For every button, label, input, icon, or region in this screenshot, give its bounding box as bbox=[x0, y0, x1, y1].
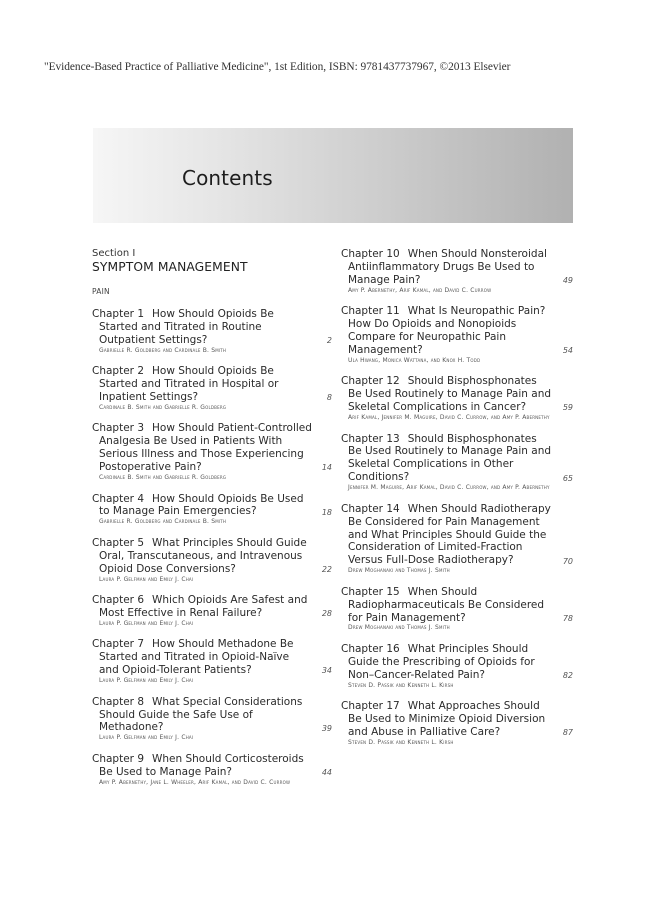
chapter-heading: What Principles Should Guide Oral, Transcutaneous, and Intravenous Opioid Dose Conversions? bbox=[99, 536, 307, 575]
page-number: 39 bbox=[321, 723, 332, 733]
page-number: 8 bbox=[326, 393, 332, 403]
page-number: 44 bbox=[321, 767, 332, 777]
chapter-heading: How Should Opioids Be Started and Titrated in Routine Outpatient Settings? bbox=[99, 308, 274, 346]
chapter-title bbox=[341, 586, 573, 625]
chapter-authors: Amy P. Abernethy, Arif Kamal, and David C. Currow bbox=[348, 286, 492, 294]
page-number: 87 bbox=[562, 728, 573, 738]
chapter-number: Chapter 5 bbox=[92, 536, 144, 549]
toc-entry[interactable] bbox=[92, 638, 332, 685]
toc-left-column bbox=[92, 248, 332, 797]
page-number: 34 bbox=[321, 666, 332, 676]
chapter-authors: Drew Moghanaki and Thomas J. Smith bbox=[348, 567, 450, 575]
chapter-title bbox=[341, 375, 573, 414]
chapter-title bbox=[341, 433, 573, 485]
toc-entry[interactable] bbox=[341, 643, 573, 690]
chapter-heading: When Should Radiopharmaceuticals Be Considered for Pain Management? bbox=[348, 585, 545, 624]
page-number: 14 bbox=[321, 463, 332, 473]
chapter-heading: What Principles Should Guide the Prescribing of Opioids for Non–Cancer-Related Pain? bbox=[348, 642, 535, 681]
chapter-authors: Cardinale B. Smith and Gabrielle R. Goldberg bbox=[99, 474, 227, 482]
chapter-authors: Amy P. Abernethy, Jane L. Wheeler, Arif Kamal, and David C. Currow bbox=[99, 778, 291, 786]
chapter-authors: Steven D. Passik and Kenneth L. Kirsh bbox=[348, 681, 454, 689]
chapter-authors: Drew Moghanaki and Thomas J. Smith bbox=[348, 624, 450, 632]
subsection-heading: PAIN bbox=[92, 287, 110, 296]
chapter-number: Chapter 12 bbox=[341, 375, 400, 388]
page-number: 78 bbox=[562, 613, 573, 623]
chapter-number: Chapter 16 bbox=[341, 642, 400, 655]
toc-entry[interactable] bbox=[92, 537, 332, 584]
chapter-heading: How Should Patient-Controlled Analgesia Be Used in Patients With Serious Illness and Those Experiencing Postoperative Pain? bbox=[99, 422, 312, 474]
chapter-number: Chapter 13 bbox=[341, 432, 400, 445]
chapter-heading: How Should Opioids Be Started and Titrated in Hospital or Inpatient Settings? bbox=[99, 365, 279, 404]
chapter-number: Chapter 7 bbox=[92, 638, 144, 651]
chapter-number: Chapter 8 bbox=[92, 695, 144, 708]
toc-entry[interactable] bbox=[341, 248, 573, 295]
chapter-authors: Laura P. Gelfman and Emily J. Chai bbox=[99, 575, 194, 583]
chapter-number: Chapter 6 bbox=[92, 594, 144, 607]
chapter-heading: Should Bisphosphonates Be Used Routinely to Manage Pain and Skeletal Complications in Other Conditions? bbox=[348, 432, 552, 484]
page-title: Contents bbox=[182, 166, 273, 190]
chapter-number: Chapter 2 bbox=[92, 365, 144, 378]
toc-entry[interactable] bbox=[92, 696, 332, 743]
chapter-title bbox=[92, 537, 332, 576]
page-number: 2 bbox=[326, 336, 332, 345]
page-number: 28 bbox=[321, 609, 332, 619]
chapter-authors: Cardinale B. Smith and Gabrielle R. Goldberg bbox=[99, 403, 227, 411]
page-number: 18 bbox=[321, 507, 332, 517]
chapter-title bbox=[92, 308, 332, 347]
chapter-title bbox=[341, 643, 573, 682]
chapter-title bbox=[92, 753, 332, 779]
chapter-authors: Ula Hwang, Monica Wattana, and Knox H. Todd bbox=[348, 356, 481, 364]
page-number: 70 bbox=[562, 556, 573, 566]
chapter-heading: What Approaches Should Be Used to Minimize Opioid Diversion and Abuse in Palliative Care? bbox=[348, 700, 546, 738]
toc-entry[interactable] bbox=[341, 586, 573, 633]
chapter-authors: Laura P. Gelfman and Emily J. Chai bbox=[99, 619, 194, 627]
chapter-number: Chapter 3 bbox=[92, 422, 144, 435]
toc-entry[interactable] bbox=[92, 365, 332, 412]
chapter-number: Chapter 10 bbox=[341, 248, 400, 260]
chapter-title bbox=[92, 365, 332, 404]
chapter-authors: Jennifer M. Maguire, Arif Kamal, David C. Currow, and Amy P. Abernethy bbox=[348, 484, 550, 492]
toc-entry[interactable] bbox=[341, 305, 573, 365]
chapter-number: Chapter 4 bbox=[92, 492, 144, 505]
toc-entry[interactable] bbox=[92, 493, 332, 527]
chapter-heading: When Should Radiotherapy Be Considered for Pain Management and What Principles Should Guide the Consideration of Limited-Fraction Versus Full-Dose Radiotherapy? bbox=[348, 502, 551, 567]
toc-entry[interactable] bbox=[341, 503, 573, 576]
chapter-title bbox=[341, 700, 573, 739]
toc-entry[interactable] bbox=[341, 433, 573, 493]
toc-right-column bbox=[341, 248, 573, 757]
chapter-number: Chapter 15 bbox=[341, 585, 400, 598]
page-number: 54 bbox=[562, 346, 573, 356]
chapter-heading: What Special Considerations Should Guide the Safe Use of Methadone? bbox=[99, 695, 303, 734]
page-number: 65 bbox=[562, 473, 573, 483]
chapter-heading: Which Opioids Are Safest and Most Effective in Renal Failure? bbox=[99, 594, 308, 619]
chapter-title bbox=[341, 503, 573, 568]
page-number: 59 bbox=[562, 403, 573, 413]
chapter-heading: How Should Opioids Be Used to Manage Pain Emergencies? bbox=[99, 492, 304, 518]
page-number: 82 bbox=[562, 670, 573, 680]
chapter-number: Chapter 1 bbox=[92, 308, 144, 320]
chapter-list-left bbox=[92, 308, 332, 787]
chapter-authors: Steven D. Passik and Kenneth L. Kirsh bbox=[348, 738, 454, 746]
chapter-authors: Laura P. Gelfman and Emily J. Chai bbox=[99, 677, 194, 685]
chapter-authors: Gabrielle R. Goldberg and Cardinale B. Smith bbox=[99, 346, 227, 354]
toc-entry[interactable] bbox=[92, 753, 332, 787]
page-number: 22 bbox=[321, 564, 332, 574]
chapter-heading: What Is Neuropathic Pain? How Do Opioids and Nonopioids Compare for Neuropathic Pain Management? bbox=[348, 305, 546, 356]
chapter-authors: Laura P. Gelfman and Emily J. Chai bbox=[99, 734, 194, 742]
citation-header: "Evidence-Based Practice of Palliative Medicine", 1st Edition, ISBN: 9781437737967, ©2013 Elsevier bbox=[44, 61, 511, 73]
section-label: Section I bbox=[92, 248, 136, 259]
toc-entry[interactable] bbox=[92, 422, 332, 482]
chapter-number: Chapter 17 bbox=[341, 700, 400, 713]
chapter-list-right bbox=[341, 248, 573, 747]
section-title: SYMPTOM MANAGEMENT bbox=[92, 260, 248, 274]
chapter-number: Chapter 9 bbox=[92, 752, 144, 765]
chapter-title bbox=[341, 248, 573, 287]
page-number: 49 bbox=[562, 276, 573, 285]
chapter-title bbox=[92, 422, 332, 474]
chapter-heading: When Should Corticosteroids Be Used to Manage Pain? bbox=[99, 752, 304, 778]
chapter-heading: When Should Nonsteroidal Antiinflammatory Drugs Be Used to Manage Pain? bbox=[348, 248, 547, 286]
chapter-title bbox=[341, 305, 573, 357]
chapter-number: Chapter 14 bbox=[341, 502, 400, 515]
chapter-authors: Gabrielle R. Goldberg and Cardinale B. Smith bbox=[99, 518, 227, 526]
toc-entry[interactable] bbox=[341, 700, 573, 747]
chapter-heading: Should Bisphosphonates Be Used Routinely to Manage Pain and Skeletal Complications in Cancer? bbox=[348, 375, 552, 414]
toc-entry[interactable] bbox=[92, 594, 332, 628]
chapter-title bbox=[92, 696, 332, 735]
chapter-authors: Arif Kamal, Jennifer M. Maguire, David C. Currow, and Amy P. Abernethy bbox=[348, 414, 550, 422]
chapter-title bbox=[92, 594, 332, 620]
chapter-title bbox=[92, 638, 332, 677]
chapter-heading: How Should Methadone Be Started and Titrated in Opioid-Naïve and Opioid-Tolerant Patients? bbox=[99, 638, 294, 677]
toc-entry[interactable] bbox=[341, 375, 573, 422]
chapter-number: Chapter 11 bbox=[341, 305, 400, 318]
contents-banner bbox=[93, 128, 573, 223]
toc-entry[interactable] bbox=[92, 308, 332, 355]
chapter-title bbox=[92, 493, 332, 519]
